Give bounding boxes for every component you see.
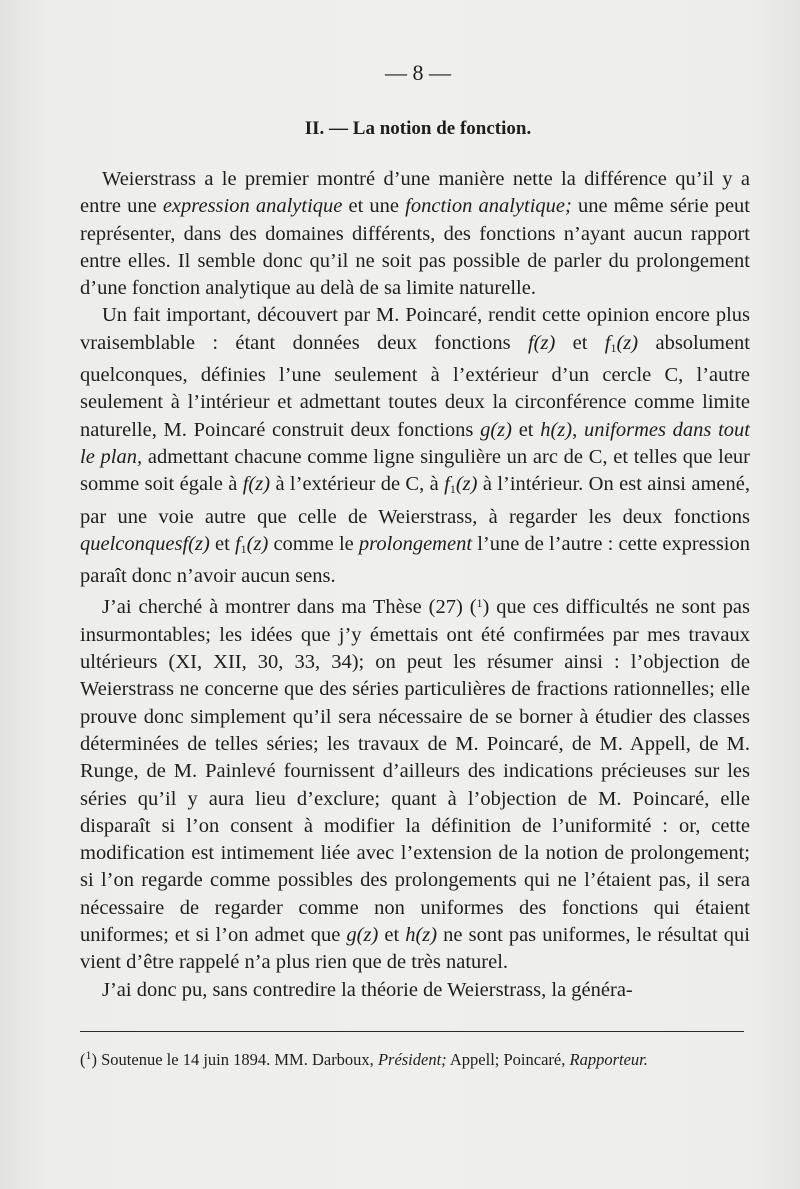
paragraph-4: J’ai donc pu, sans contredire la théorie de Weierstrass, la généra- [102, 978, 633, 1001]
section-heading: II. — La notion de fonction. [304, 118, 532, 139]
paragraph-3: J’ai cherché à montrer dans ma Thèse (27) ($^1$) que ces difficultés ne sont pas insurmontables; les idées que j’y émettais ont été confirmées par mes travaux ultérieurs (XI, XII, 30, 33, 34); on peut les résumer ainsi : l’objection de Weierstrass ne concerne que des séries particulières de fractions rationnelles; elle prouve donc simplement qu’il sera nécessaire de se borner à étudier des classes déterminées de telles séries; les travaux de M. Poincaré, de M. Appell, de M. Runge, de M. Painlevé fournissent d’ailleurs des indications précieuses sur les séries qu’il y aura lieu d’exclure; quant à l’objection de M. Poincaré, elle disparaît si l’on consent à modifier la définition de l’uniformité : or, cette modification est intimement liée avec l’extension de la notion de prolongement; si l’on regarde comme possibles des prolongements qui ne l’étaient pas, il sera nécessaire de regarder comme non uniformes des fonctions qui étaient uniformes; et si l’on admet que g(z) et h(z) ne sont pas uniformes, le résultat qui vient d’être rappelé n’a plus rien que de très naturel. [80, 596, 750, 974]
paragraph-1: Weierstrass a le premier montré d’une manière nette la différence qu’il y a entre une expression analytique et une fonction analytique; une même série peut représenter, dans des domaines différents, des fonctions n’ayant aucun rapport entre elles. Il semble donc qu’il ne soit pas possible de parler du prolongement d’une fonction analytique au delà de sa limite naturelle. [80, 168, 750, 300]
page-number: — 8 — [385, 60, 451, 85]
footnote: ($^1$) Soutenue le 14 juin 1894. MM. Darboux, Président; Appell; Poincaré, Rapporteur. [80, 1048, 648, 1069]
footnote-divider [80, 1031, 744, 1032]
footnote-reference[interactable]: 1 [476, 596, 483, 611]
body-text [80, 166, 750, 1004]
paragraph-2: Un fait important, découvert par M. Poincaré, rendit cette opinion encore plus vraisemblable : étant données deux fonctions f(z) et $f_1(z)$ absolument quelconques, définies l’une seulement à l’extérieur d’un cercle C, l’autre seulement à l’intérieur et admettant toutes deux la circonférence comme limite naturelle, M. Poincaré construit deux fonctions g(z) et h(z), uniformes dans tout le plan, admettant chacune comme ligne singulière un arc de C, et telles que leur somme soit égale à f(z) à l’extérieur de C, à $f_1(z)$ à l’intérieur. On est ainsi amené, par une voie autre que celle de Weierstrass, à regarder les deux fonctions quelconquesf(z) et $f_1(z)$ comme le prolongement l’une de l’autre : cette expression paraît donc n’avoir aucun sens. [80, 304, 751, 588]
